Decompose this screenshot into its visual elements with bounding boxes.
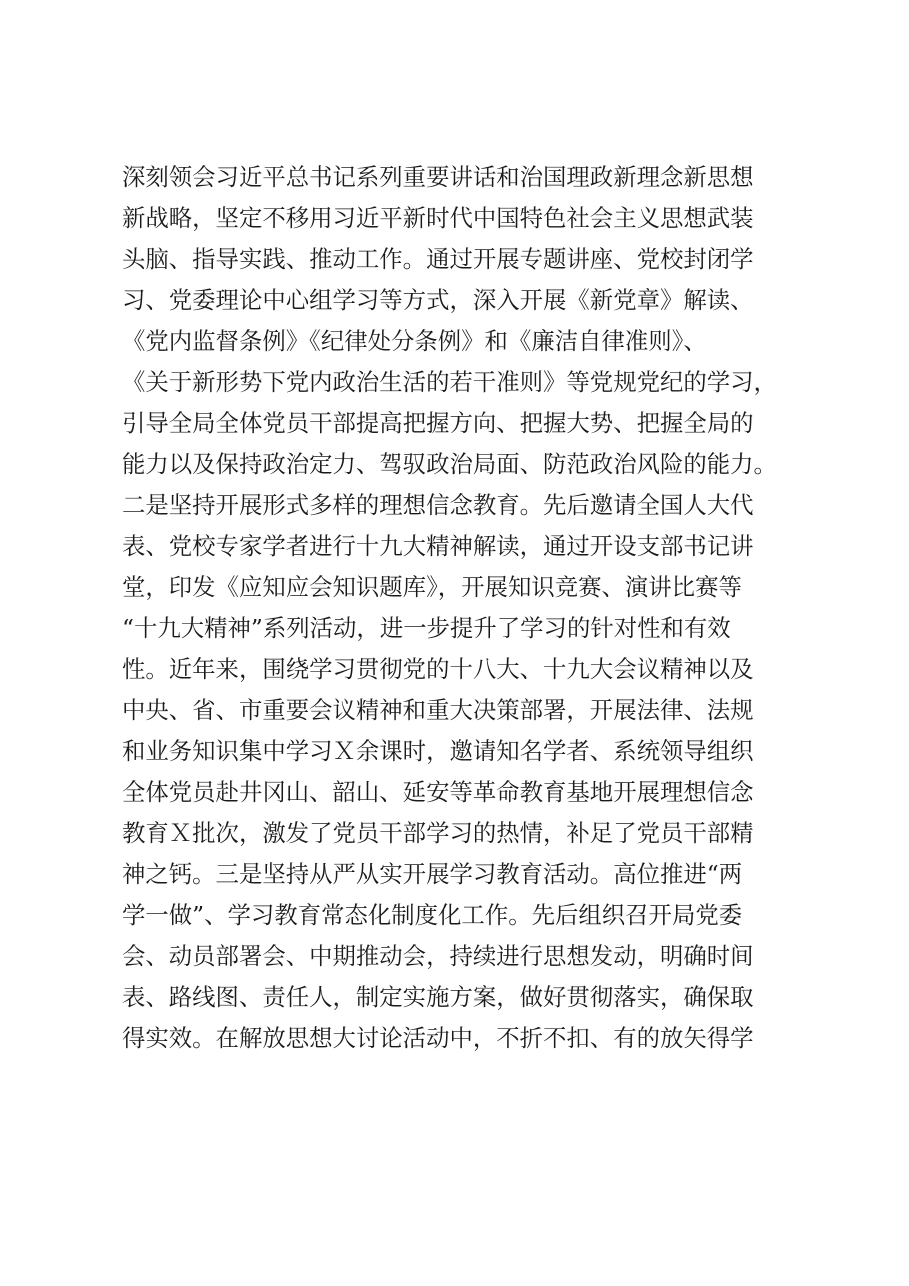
- text-line: 《关于新形势下党内政治生活的若干准则》等党规党纪的学习，: [122, 368, 777, 396]
- text-line: 堂，印发《应知应会知识题库》，开展知识竞赛、演讲比赛等: [122, 573, 742, 601]
- text-line: 能力以及保持政治定力、驾驭政治局面、防范政治风险的能力。: [122, 450, 777, 478]
- text-line: 表、党校专家学者进行十九大精神解读，通过开设支部书记讲: [122, 532, 754, 560]
- text-line: 神之钙。三是坚持从严从实开展学习教育活动。高位推进“两: [122, 860, 743, 888]
- text-line: 和业务知识集中学习Ｘ余课时，邀请知名学者、系统领导组织: [122, 737, 754, 765]
- text-line: 头脑、指导实践、推动工作。通过开展专题讲座、党校封闭学: [122, 245, 754, 273]
- text-line: 新战略，坚定不移用习近平新时代中国特色社会主义思想武装: [122, 204, 754, 232]
- text-line: “十九大精神”系列活动，进一步提升了学习的针对性和有效: [122, 614, 731, 642]
- text-line: 二是坚持开展形式多样的理想信念教育。先后邀请全国人大代: [122, 491, 754, 519]
- text-line: 深刻领会习近平总书记系列重要讲话和治国理政新理念新思想: [122, 163, 754, 191]
- text-line: 全体党员赴井冈山、韶山、延安等革命教育基地开展理想信念: [122, 778, 754, 806]
- text-line: 性。近年来，围绕学习贯彻党的十八大、十九大会议精神以及: [122, 655, 754, 683]
- text-line: 习、党委理论中心组学习等方式，深入开展《新党章》解读、: [122, 286, 754, 314]
- text-line: 会、动员部署会、中期推动会，持续进行思想发动，明确时间: [122, 942, 754, 970]
- text-line: 引导全局全体党员干部提高把握方向、把握大势、把握全局的: [122, 409, 754, 437]
- body-paragraph: [122, 157, 802, 1059]
- text-line: 《党内监督条例》《纪律处分条例》和《廉洁自律准则》、: [122, 327, 707, 355]
- text-line: 中央、省、市重要会议精神和重大决策部署，开展法律、法规: [122, 696, 754, 724]
- text-line: 得实效。在解放思想大讨论活动中，不折不扣、有的放矢得学: [122, 1024, 754, 1052]
- text-line: 学一做”、学习教育常态化制度化工作。先后组织召开局党委: [122, 901, 743, 929]
- text-line: 教育Ｘ批次，激发了党员干部学习的热情，补足了党员干部精: [122, 819, 754, 847]
- text-line: 表、路线图、责任人，制定实施方案，做好贯彻落实，确保取: [122, 983, 754, 1011]
